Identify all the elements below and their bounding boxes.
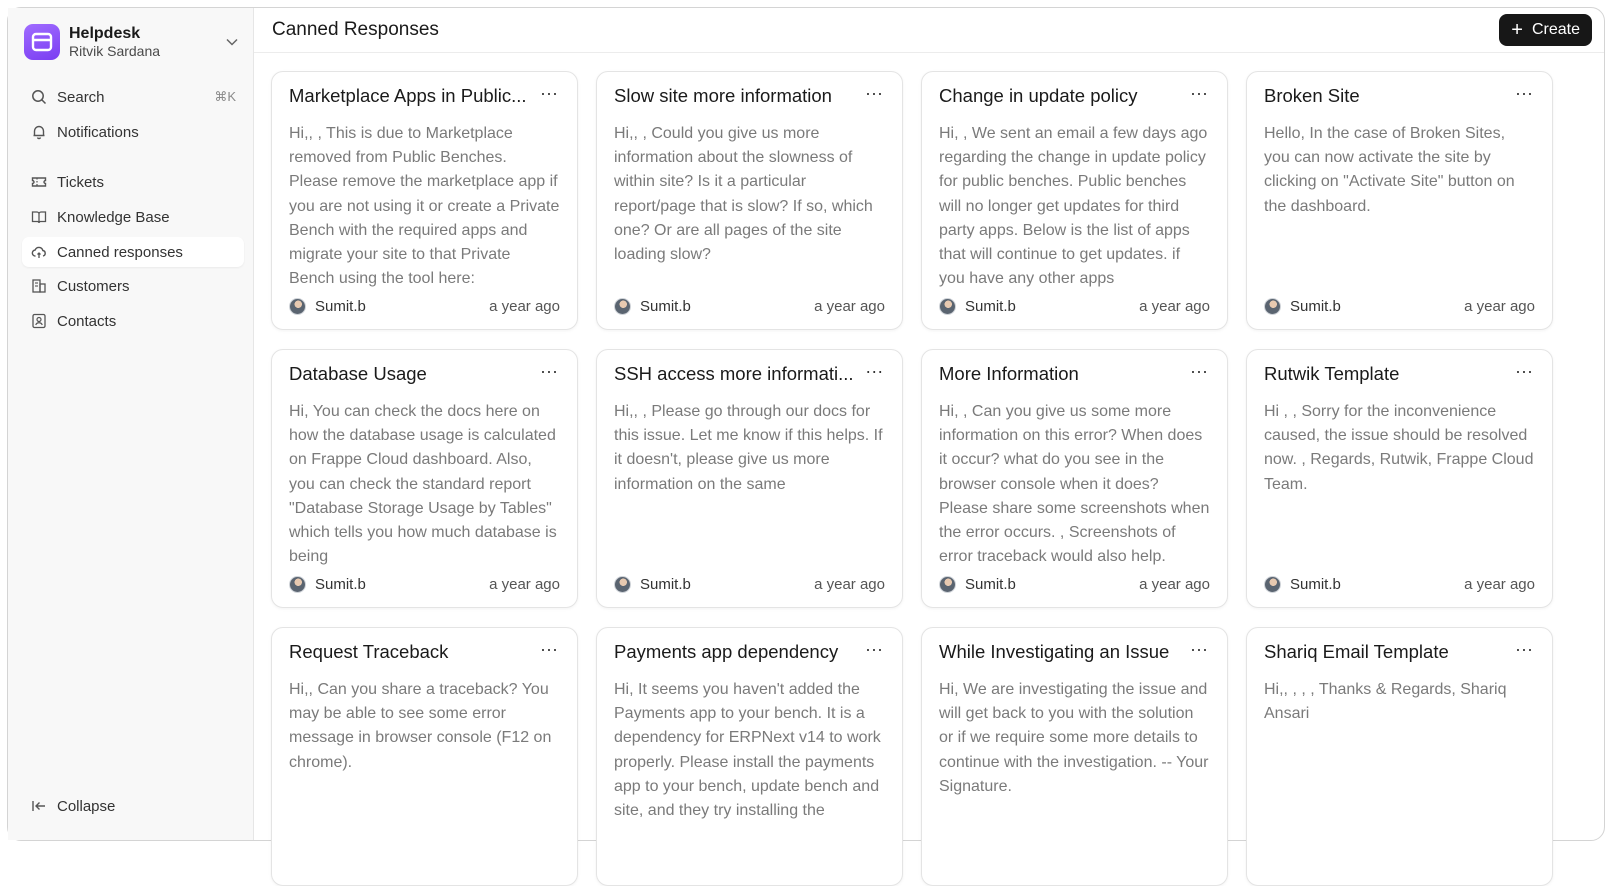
more-options-icon[interactable]: ··· — [1190, 639, 1208, 659]
collapse-button[interactable] — [22, 791, 244, 821]
sidebar-item-label: Notifications — [57, 123, 139, 141]
sidebar — [8, 8, 254, 840]
helpdesk-logo-icon — [24, 24, 60, 60]
sidebar-item-canned-responses[interactable] — [22, 237, 244, 267]
page-title: Canned Responses — [272, 19, 439, 40]
card-author: Sumit.b — [315, 297, 366, 315]
more-options-icon[interactable]: ··· — [540, 83, 558, 103]
card-body: Hi,, , Please go through our docs for this issue. Let me know if this helps. If it doesn't, please give us more information on the same — [614, 403, 883, 493]
response-card[interactable] — [596, 349, 903, 608]
card-title: Request Traceback — [289, 641, 449, 662]
card-body: Hi,, Can you share a traceback? You may be able to see some error message in browser console (F12 on chrome). — [289, 681, 552, 771]
app-window — [7, 7, 1605, 841]
card-body: Hi, , Can you give us some more information on this error? When does it occur? what do you see in the browser console when it does? Please share some screenshots when the error occurs. , Screenshots of error traceback would also help. — [939, 403, 1210, 566]
card-title: Broken Site — [1264, 85, 1360, 106]
card-author: Sumit.b — [640, 297, 691, 315]
app-switcher[interactable] — [16, 18, 246, 66]
book-icon — [30, 208, 48, 226]
card-author: Sumit.b — [965, 575, 1016, 593]
card-title: Slow site more information — [614, 85, 832, 106]
contact-icon — [30, 312, 48, 330]
card-title: Payments app dependency — [614, 641, 839, 662]
sidebar-item-notifications[interactable] — [22, 117, 244, 147]
card-body: Hi, You can check the docs here on how the database usage is calculated on Frappe Cloud dashboard. Also, you can check the standard report "Database Storage Usage by Tables" which tells you how much database is being — [289, 403, 557, 566]
card-body: Hi,, , This is due to Marketplace removed from Public Benches. Please remove the marketplace app if you are not using it or create a Private Bench with the required apps and migrate your site to that Private Bench using the tool here: — [289, 125, 560, 288]
building-icon — [30, 277, 48, 295]
avatar — [1264, 576, 1281, 593]
response-card[interactable] — [271, 71, 578, 330]
avatar — [614, 576, 631, 593]
avatar — [1264, 298, 1281, 315]
sidebar-item-contacts[interactable] — [22, 306, 244, 336]
card-time: a year ago — [1464, 575, 1535, 593]
search-label: Search — [57, 88, 105, 106]
card-body: Hello, In the case of Broken Sites, you can now activate the site by clicking on "Activate Site" button on the dashboard. — [1264, 125, 1515, 215]
create-label: Create — [1531, 21, 1580, 38]
card-title: Database Usage — [289, 363, 427, 384]
sidebar-item-label: Tickets — [57, 173, 104, 191]
plus-icon: + — [1511, 19, 1523, 41]
more-options-icon[interactable]: ··· — [1190, 361, 1208, 381]
card-body: Hi , , Sorry for the inconvenience caused, the issue should be resolved now. , Regards, Rutwik, Frappe Cloud Team. — [1264, 403, 1534, 493]
card-author: Sumit.b — [640, 575, 691, 593]
more-options-icon[interactable]: ··· — [865, 83, 883, 103]
sidebar-item-label: Contacts — [57, 312, 117, 330]
card-time: a year ago — [1464, 297, 1535, 315]
card-body: Hi, It seems you haven't added the Payments app to your bench. It is a dependency for ERPNext v14 to work properly. Please install the payments app to your bench, update bench and site, and they try installing the — [614, 681, 881, 820]
sidebar-item-label: Customers — [57, 277, 130, 295]
card-time: a year ago — [1139, 575, 1210, 593]
card-author: Sumit.b — [1290, 297, 1341, 315]
card-title: Change in update policy — [939, 85, 1138, 106]
sidebar-item-label: Knowledge Base — [57, 208, 170, 226]
response-card[interactable] — [271, 349, 578, 608]
more-options-icon[interactable]: ··· — [865, 639, 883, 659]
sidebar-item-knowledge-base[interactable] — [22, 202, 244, 232]
more-options-icon[interactable]: ··· — [1190, 83, 1208, 103]
app-name: Helpdesk — [69, 25, 141, 42]
avatar — [939, 576, 956, 593]
response-card[interactable] — [1246, 349, 1553, 608]
header — [254, 8, 1604, 53]
card-title: While Investigating an Issue — [939, 641, 1170, 662]
sidebar-item-tickets[interactable] — [22, 167, 244, 197]
search-shortcut: ⌘K — [214, 89, 236, 104]
more-options-icon[interactable]: ··· — [865, 361, 884, 381]
card-time: a year ago — [489, 297, 560, 315]
search-icon — [30, 88, 48, 106]
card-title: Marketplace Apps in Public... — [289, 85, 527, 106]
sidebar-item-label: Canned responses — [57, 243, 183, 261]
card-author: Sumit.b — [965, 297, 1016, 315]
avatar — [939, 298, 956, 315]
response-card[interactable] — [1246, 627, 1553, 886]
card-time: a year ago — [1139, 297, 1210, 315]
card-time: a year ago — [814, 575, 885, 593]
avatar — [289, 298, 306, 315]
card-body: Hi, , We sent an email a few days ago regarding the change in update policy for public benches. Public benches will no longer get updates for third party apps. Below is the list of apps that will continue to get updates. if you have any other apps — [939, 125, 1208, 288]
chevron-down-icon — [226, 35, 238, 49]
card-time: a year ago — [489, 575, 560, 593]
card-title: Shariq Email Template — [1264, 641, 1449, 662]
sidebar-item-customers[interactable] — [22, 271, 244, 301]
response-card[interactable] — [1246, 71, 1553, 330]
collapse-arrow-icon — [30, 797, 48, 815]
more-options-icon[interactable]: ··· — [540, 361, 558, 381]
more-options-icon[interactable]: ··· — [1515, 83, 1533, 103]
canned-responses-grid — [271, 71, 1553, 886]
response-card[interactable] — [271, 627, 578, 886]
response-card[interactable] — [921, 627, 1228, 886]
more-options-icon[interactable]: ··· — [540, 639, 558, 659]
more-options-icon[interactable]: ··· — [1515, 361, 1533, 381]
ticket-icon — [30, 173, 48, 191]
card-author: Sumit.b — [315, 575, 366, 593]
response-card[interactable] — [921, 71, 1228, 330]
main-content — [254, 8, 1604, 840]
collapse-label: Collapse — [57, 797, 116, 815]
card-title: More Information — [939, 363, 1079, 384]
response-card[interactable] — [596, 627, 903, 886]
card-body: Hi, We are investigating the issue and will get back to you with the solution or if we require some more details to continue with the investigation. -- Your Signature. — [939, 681, 1209, 795]
more-options-icon[interactable]: ··· — [1515, 639, 1533, 659]
card-time: a year ago — [814, 297, 885, 315]
bell-icon — [30, 123, 48, 141]
user-name: Ritvik Sardana — [69, 43, 161, 60]
card-title: Rutwik Template — [1264, 363, 1400, 384]
create-button[interactable] — [1499, 14, 1592, 46]
card-body: Hi,, , Could you give us more information about the slowness of within site? Is it a particular report/page that is slow? If so, which one? Or are all pages of the site loading slow? — [614, 125, 873, 264]
card-author: Sumit.b — [1290, 575, 1341, 593]
cloud-response-icon — [30, 243, 48, 261]
response-card[interactable] — [921, 349, 1228, 608]
card-title: SSH access more informati... — [614, 363, 854, 384]
avatar — [614, 298, 631, 315]
search-button[interactable] — [22, 82, 244, 112]
avatar — [289, 576, 306, 593]
card-body: Hi,, , , , Thanks & Regards, Shariq Ansari — [1264, 681, 1507, 723]
response-card[interactable] — [596, 71, 903, 330]
